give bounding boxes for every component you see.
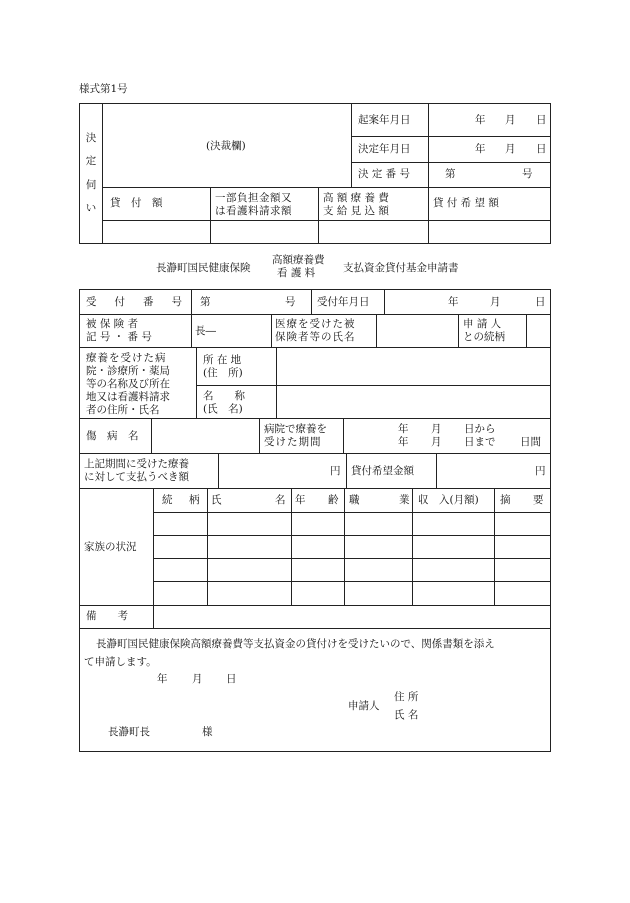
decision-number-label: 決 定 番 号 <box>358 168 411 180</box>
loan-amount-label: 貸 付 額 <box>110 197 163 209</box>
relation-label: 申 請 人 <box>463 318 502 330</box>
hospital-label: 療養を受けた病 <box>86 352 167 364</box>
title-prefix: 長瀞町国民健康保険 <box>156 262 251 274</box>
applicant-label: 申請人 <box>348 700 380 712</box>
title-stack-bottom: 看 護 料 <box>277 267 316 279</box>
desired-loan-label: 貸 付 希 望 額 <box>433 197 499 209</box>
application-form-page: 様式第1号 決 定 伺 い (決裁欄) 起案年月日 年 月 日 決定年月日 年 月 日 決 定 番 号 第 号 貸 付 額 一部負担金額又 は看護料請求額 高 額 療 養 費 支 給 見 込 額 貸 付 希 望 額 長瀞町国民健康保険 高額療養費 看 護 料 支払資金貸付基金申請書 受 付 番 号 第 号 受付年月日 年 月 日 被 保 険 者 記 号 ・ 番 号 長― 医療を受けた被 保険者等の氏名 申 請 人 との続柄 療養を受けた病 院・診療所・薬局 等の名称及び所在 地又は看護料請求 者の住所・氏名 所 在 地 (住 所) 名 称 (氏 名) 傷 病 名 病院で療養を 受けた期間 年 月 日から 年 月 日まで 日間 上記期間に受けた療養 に対して支払うべき額 円 貸付希望金額 円 家族の状況 続 柄 氏 名 年 齢 職 業 収 入(月額) 摘 要 備 考 長瀞町国民健康保険高額療養費等支払資金の貸付けを受けたいので、関係書類を添え て申請します。 年 月 日 申請人 住 所 氏 名 長瀞町長 様 <box>0 0 630 903</box>
family-status-label: 家族の状況 <box>84 541 137 553</box>
institution-name-label: 名 称 <box>203 390 245 402</box>
decision-side-label: 決 定 伺 い <box>85 132 97 214</box>
addressee: 長瀞町長 <box>108 726 150 738</box>
statement-text: 長瀞町国民健康保険高額療養費等支払資金の貸付けを受けたいので、関係書類を添え <box>96 638 495 650</box>
form-number: 様式第1号 <box>79 83 128 95</box>
remarks-label: 備 考 <box>86 610 128 622</box>
decision-date-label: 決定年月日 <box>358 143 411 155</box>
draft-date-label: 起案年月日 <box>358 114 411 126</box>
reception-number-label: 受 付 番 号 <box>86 296 182 308</box>
title-suffix: 支払資金貸付基金申請書 <box>343 262 459 274</box>
location-label: 所 在 地 <box>203 354 242 366</box>
desired-amount-label: 貸付希望金額 <box>351 465 414 477</box>
reception-date-label: 受付年月日 <box>317 296 370 308</box>
payable-amount-label: 上記期間に受けた療養 <box>84 458 189 470</box>
insured-value: 長― <box>195 325 216 337</box>
title-stack-top: 高額療養費 <box>272 254 325 266</box>
approval-column-label: (決裁欄) <box>206 140 246 152</box>
insured-label: 被 保 険 者 <box>86 318 139 330</box>
illness-label: 傷 病 名 <box>86 430 139 442</box>
treatment-period-label: 病院で療養を <box>264 423 327 435</box>
